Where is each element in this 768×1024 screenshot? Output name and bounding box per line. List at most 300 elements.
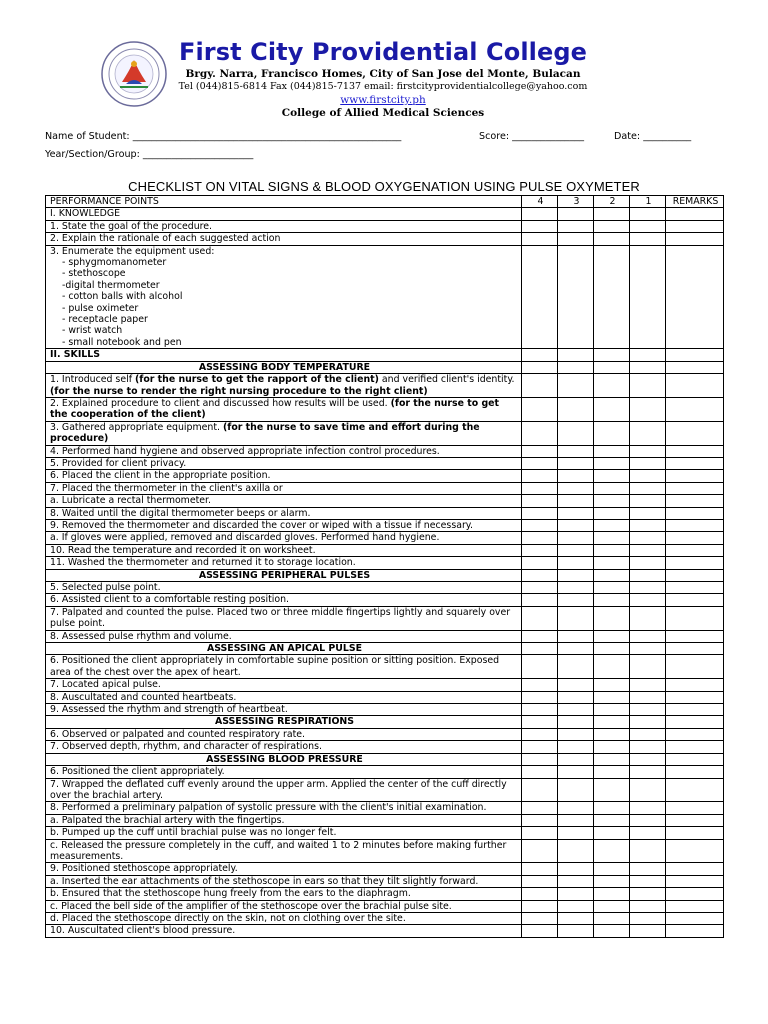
- table-row: [46, 655, 724, 679]
- column-header: 1: [630, 196, 666, 208]
- equipment-item: - stethoscope: [62, 268, 126, 280]
- score-cell[interactable]: [522, 912, 558, 924]
- score-cell[interactable]: [630, 716, 666, 728]
- score-cell[interactable]: [630, 643, 666, 655]
- score-cell[interactable]: [558, 421, 594, 445]
- score-cell[interactable]: [630, 457, 666, 469]
- score-cell[interactable]: [594, 900, 630, 912]
- score-cell[interactable]: [594, 741, 630, 753]
- remarks-cell[interactable]: [666, 233, 724, 245]
- score-cell[interactable]: [558, 704, 594, 716]
- checklist-item: 9. Positioned stethoscope appropriately.: [46, 863, 522, 875]
- score-cell[interactable]: [594, 766, 630, 778]
- score-cell[interactable]: [630, 728, 666, 740]
- remarks-cell[interactable]: [666, 630, 724, 642]
- table-row: [46, 445, 724, 457]
- score-cell[interactable]: [630, 691, 666, 703]
- score-cell[interactable]: [630, 233, 666, 245]
- score-cell[interactable]: [630, 888, 666, 900]
- score-cell[interactable]: [630, 245, 666, 349]
- checklist-item: 2. Explain the rationale of each suggested action: [46, 233, 522, 245]
- table-row: [46, 741, 724, 753]
- remarks-cell[interactable]: [666, 445, 724, 457]
- subsection-title: ASSESSING BODY TEMPERATURE: [46, 361, 522, 373]
- score-field[interactable]: Score: _______________: [479, 131, 585, 142]
- remarks-cell[interactable]: [666, 900, 724, 912]
- score-cell[interactable]: [594, 704, 630, 716]
- score-cell[interactable]: [594, 691, 630, 703]
- score-cell[interactable]: [594, 374, 630, 398]
- score-cell[interactable]: [522, 839, 558, 863]
- score-cell[interactable]: [558, 374, 594, 398]
- score-cell[interactable]: [558, 766, 594, 778]
- score-cell[interactable]: [522, 704, 558, 716]
- item-rationale: (for the nurse to get the cooperation of the client): [50, 397, 499, 421]
- score-cell[interactable]: [558, 630, 594, 642]
- column-header: 4: [522, 196, 558, 208]
- score-cell[interactable]: [594, 630, 630, 642]
- table-row: [46, 507, 724, 519]
- score-cell[interactable]: [522, 814, 558, 826]
- remarks-cell[interactable]: [666, 827, 724, 839]
- score-cell[interactable]: [594, 507, 630, 519]
- remarks-cell[interactable]: [666, 863, 724, 875]
- score-cell[interactable]: [558, 875, 594, 887]
- equipment-item: - receptacle paper: [62, 314, 148, 326]
- score-cell[interactable]: [630, 839, 666, 863]
- score-cell[interactable]: [558, 569, 594, 581]
- score-cell[interactable]: [630, 679, 666, 691]
- score-cell[interactable]: [630, 814, 666, 826]
- score-cell[interactable]: [594, 532, 630, 544]
- item-rationale: (for the nurse to render the right nursing procedure to the right client): [50, 385, 428, 397]
- score-cell[interactable]: [558, 532, 594, 544]
- table-row: [46, 482, 724, 494]
- score-cell[interactable]: [522, 421, 558, 445]
- score-cell[interactable]: [594, 349, 630, 361]
- table-row: [46, 594, 724, 606]
- table-row: [46, 544, 724, 556]
- remarks-cell[interactable]: [666, 753, 724, 765]
- score-cell[interactable]: [522, 507, 558, 519]
- checklist-subitem: a. Palpated the brachial artery with the fingertips.: [46, 814, 522, 826]
- section-title: I. KNOWLEDGE: [46, 208, 522, 220]
- score-cell[interactable]: [630, 361, 666, 373]
- score-cell[interactable]: [558, 220, 594, 232]
- score-cell[interactable]: [594, 875, 630, 887]
- checklist-item: [46, 245, 522, 349]
- score-cell[interactable]: [522, 569, 558, 581]
- score-cell[interactable]: [630, 482, 666, 494]
- score-cell[interactable]: [630, 766, 666, 778]
- score-cell[interactable]: [558, 557, 594, 569]
- score-cell[interactable]: [630, 495, 666, 507]
- score-cell[interactable]: [594, 863, 630, 875]
- score-cell[interactable]: [522, 495, 558, 507]
- equipment-item: - pulse oximeter: [62, 302, 139, 314]
- score-cell[interactable]: [522, 863, 558, 875]
- score-cell[interactable]: [630, 470, 666, 482]
- score-cell[interactable]: [630, 220, 666, 232]
- subsection-row: [46, 569, 724, 581]
- score-cell[interactable]: [594, 445, 630, 457]
- score-cell[interactable]: [522, 482, 558, 494]
- score-cell[interactable]: [630, 863, 666, 875]
- remarks-cell[interactable]: [666, 875, 724, 887]
- remarks-cell[interactable]: [666, 728, 724, 740]
- subsection-row: [46, 643, 724, 655]
- score-cell[interactable]: [630, 397, 666, 421]
- table-row: [46, 421, 724, 445]
- score-cell[interactable]: [594, 925, 630, 937]
- score-cell[interactable]: [558, 208, 594, 220]
- score-cell[interactable]: [594, 888, 630, 900]
- score-cell[interactable]: [594, 814, 630, 826]
- score-cell[interactable]: [594, 245, 630, 349]
- score-cell[interactable]: [522, 544, 558, 556]
- score-cell[interactable]: [594, 594, 630, 606]
- checklist-item: 4. Performed hand hygiene and observed appropriate infection control procedures.: [46, 445, 522, 457]
- remarks-cell[interactable]: [666, 802, 724, 814]
- remarks-cell[interactable]: [666, 349, 724, 361]
- checklist-item: 1. State the goal of the procedure.: [46, 220, 522, 232]
- score-cell[interactable]: [522, 741, 558, 753]
- remarks-cell[interactable]: [666, 679, 724, 691]
- score-cell[interactable]: [522, 655, 558, 679]
- remarks-cell[interactable]: [666, 594, 724, 606]
- checklist-item: 8. Waited until the digital thermometer beeps or alarm.: [46, 507, 522, 519]
- score-cell[interactable]: [630, 557, 666, 569]
- equipment-item: - small notebook and pen: [62, 336, 182, 348]
- table-row: [46, 532, 724, 544]
- checklist-subitem: b. Ensured that the stethoscope hung freely from the ears to the diaphragm.: [46, 888, 522, 900]
- score-cell[interactable]: [522, 519, 558, 531]
- remarks-cell[interactable]: [666, 245, 724, 349]
- remarks-cell[interactable]: [666, 544, 724, 556]
- remarks-cell[interactable]: [666, 569, 724, 581]
- remarks-cell[interactable]: [666, 397, 724, 421]
- score-cell[interactable]: [522, 925, 558, 937]
- remarks-cell[interactable]: [666, 606, 724, 630]
- score-cell[interactable]: [522, 220, 558, 232]
- score-cell[interactable]: [594, 728, 630, 740]
- score-cell[interactable]: [558, 445, 594, 457]
- table-row: [46, 470, 724, 482]
- score-cell[interactable]: [522, 374, 558, 398]
- score-cell[interactable]: [522, 900, 558, 912]
- table-row: [46, 374, 724, 398]
- score-cell[interactable]: [630, 753, 666, 765]
- score-cell[interactable]: [630, 827, 666, 839]
- checklist-item: 8. Assessed pulse rhythm and volume.: [46, 630, 522, 642]
- score-cell[interactable]: [522, 778, 558, 802]
- score-cell[interactable]: [558, 863, 594, 875]
- date-field[interactable]: Date: __________: [614, 131, 692, 142]
- score-cell[interactable]: [558, 741, 594, 753]
- remarks-cell[interactable]: [666, 582, 724, 594]
- remarks-cell[interactable]: [666, 457, 724, 469]
- subsection-title: ASSESSING AN APICAL PULSE: [46, 643, 522, 655]
- table-row: [46, 397, 724, 421]
- checklist-subitem: c. Placed the bell side of the amplifier of the stethoscope over the brachial pulse site.: [46, 900, 522, 912]
- score-cell[interactable]: [522, 349, 558, 361]
- score-cell[interactable]: [522, 245, 558, 349]
- score-cell[interactable]: [630, 875, 666, 887]
- score-cell[interactable]: [558, 778, 594, 802]
- remarks-cell[interactable]: [666, 220, 724, 232]
- item-rationale: (for the nurse to save time and effort during the procedure): [50, 421, 480, 445]
- score-cell[interactable]: [522, 728, 558, 740]
- score-cell[interactable]: [558, 482, 594, 494]
- score-cell[interactable]: [630, 208, 666, 220]
- score-cell[interactable]: [522, 827, 558, 839]
- score-cell[interactable]: [594, 470, 630, 482]
- table-row: [46, 778, 724, 802]
- remarks-cell[interactable]: [666, 839, 724, 863]
- remarks-cell[interactable]: [666, 532, 724, 544]
- score-cell[interactable]: [630, 421, 666, 445]
- score-cell[interactable]: [522, 691, 558, 703]
- remarks-cell[interactable]: [666, 519, 724, 531]
- score-cell[interactable]: [558, 457, 594, 469]
- checklist-item: 8. Auscultated and counted heartbeats.: [46, 691, 522, 703]
- score-cell[interactable]: [558, 827, 594, 839]
- score-cell[interactable]: [594, 482, 630, 494]
- remarks-cell[interactable]: [666, 766, 724, 778]
- remarks-cell[interactable]: [666, 495, 724, 507]
- score-cell[interactable]: [594, 457, 630, 469]
- score-cell[interactable]: [630, 778, 666, 802]
- score-cell[interactable]: [594, 569, 630, 581]
- remarks-cell[interactable]: [666, 374, 724, 398]
- table-row: [46, 802, 724, 814]
- score-cell[interactable]: [594, 544, 630, 556]
- score-cell[interactable]: [594, 397, 630, 421]
- remarks-cell[interactable]: [666, 557, 724, 569]
- score-cell[interactable]: [522, 208, 558, 220]
- score-cell[interactable]: [558, 495, 594, 507]
- score-cell[interactable]: [522, 457, 558, 469]
- score-cell[interactable]: [630, 802, 666, 814]
- score-cell[interactable]: [630, 374, 666, 398]
- score-cell[interactable]: [522, 582, 558, 594]
- score-cell[interactable]: [558, 655, 594, 679]
- score-cell[interactable]: [630, 569, 666, 581]
- college-address: Brgy. Narra, Francisco Homes, City of San Jose del Monte, Bulacan: [185, 68, 581, 80]
- score-cell[interactable]: [558, 606, 594, 630]
- score-cell[interactable]: [522, 532, 558, 544]
- college-website-link[interactable]: www.firstcity.ph: [340, 94, 426, 106]
- score-cell[interactable]: [630, 582, 666, 594]
- score-cell[interactable]: [630, 544, 666, 556]
- score-cell[interactable]: [630, 655, 666, 679]
- checklist-item: 7. Located apical pulse.: [46, 679, 522, 691]
- remarks-cell[interactable]: [666, 470, 724, 482]
- section-row: [46, 349, 724, 361]
- remarks-cell[interactable]: [666, 361, 724, 373]
- table-row: [46, 704, 724, 716]
- score-cell[interactable]: [558, 802, 594, 814]
- table-row: [46, 495, 724, 507]
- score-cell[interactable]: [522, 766, 558, 778]
- score-cell[interactable]: [594, 495, 630, 507]
- score-cell[interactable]: [558, 691, 594, 703]
- score-cell[interactable]: [558, 349, 594, 361]
- score-cell[interactable]: [630, 507, 666, 519]
- score-cell[interactable]: [630, 349, 666, 361]
- score-cell[interactable]: [630, 594, 666, 606]
- score-cell[interactable]: [594, 912, 630, 924]
- checklist-subitem: b. Pumped up the cuff until brachial pulse was no longer felt.: [46, 827, 522, 839]
- subsection-title: ASSESSING RESPIRATIONS: [46, 716, 522, 728]
- score-cell[interactable]: [594, 839, 630, 863]
- score-cell[interactable]: [594, 361, 630, 373]
- table-row: [46, 245, 724, 349]
- table-row: [46, 220, 724, 232]
- table-row: [46, 233, 724, 245]
- score-cell[interactable]: [594, 802, 630, 814]
- column-header: 3: [558, 196, 594, 208]
- remarks-cell[interactable]: [666, 208, 724, 220]
- remarks-cell[interactable]: [666, 482, 724, 494]
- score-cell[interactable]: [558, 507, 594, 519]
- score-cell[interactable]: [522, 753, 558, 765]
- score-cell[interactable]: [522, 716, 558, 728]
- remarks-cell[interactable]: [666, 888, 724, 900]
- score-cell[interactable]: [594, 582, 630, 594]
- checklist-item: 11. Washed the thermometer and returned it to storage location.: [46, 557, 522, 569]
- score-cell[interactable]: [630, 925, 666, 937]
- checklist-item: 6. Positioned the client appropriately.: [46, 766, 522, 778]
- score-cell[interactable]: [558, 912, 594, 924]
- remarks-cell[interactable]: [666, 421, 724, 445]
- college-name: First City Providential College: [178, 38, 588, 66]
- score-cell[interactable]: [558, 361, 594, 373]
- score-cell[interactable]: [558, 900, 594, 912]
- checklist-subitem: c. Released the pressure completely in the cuff, and waited 1 to 2 minutes before making further measurements.: [46, 839, 522, 863]
- letterhead: [0, 0, 768, 125]
- score-cell[interactable]: [558, 233, 594, 245]
- score-cell[interactable]: [594, 220, 630, 232]
- student-name-field[interactable]: Name of Student: ________________________________________________________: [45, 131, 402, 142]
- score-cell[interactable]: [558, 814, 594, 826]
- score-cell[interactable]: [630, 704, 666, 716]
- score-cell[interactable]: [558, 245, 594, 349]
- score-cell[interactable]: [558, 397, 594, 421]
- score-cell[interactable]: [558, 839, 594, 863]
- checklist-item: 6. Observed or palpated and counted respiratory rate.: [46, 728, 522, 740]
- score-cell[interactable]: [594, 208, 630, 220]
- score-cell[interactable]: [522, 888, 558, 900]
- score-cell[interactable]: [630, 900, 666, 912]
- score-cell[interactable]: [522, 802, 558, 814]
- score-cell[interactable]: [594, 753, 630, 765]
- remarks-cell[interactable]: [666, 507, 724, 519]
- score-cell[interactable]: [594, 655, 630, 679]
- table-row: [46, 606, 724, 630]
- subsection-title: ASSESSING PERIPHERAL PULSES: [46, 569, 522, 581]
- equipment-item: -digital thermometer: [62, 279, 160, 291]
- score-cell[interactable]: [594, 557, 630, 569]
- score-cell[interactable]: [558, 753, 594, 765]
- score-cell[interactable]: [558, 888, 594, 900]
- remarks-cell[interactable]: [666, 691, 724, 703]
- score-cell[interactable]: [594, 716, 630, 728]
- score-cell[interactable]: [630, 519, 666, 531]
- score-cell[interactable]: [558, 594, 594, 606]
- score-cell[interactable]: [558, 716, 594, 728]
- score-cell[interactable]: [558, 470, 594, 482]
- score-cell[interactable]: [630, 630, 666, 642]
- item-text: 1. Introduced self: [50, 374, 135, 386]
- score-cell[interactable]: [594, 827, 630, 839]
- remarks-cell[interactable]: [666, 778, 724, 802]
- score-cell[interactable]: [522, 630, 558, 642]
- checklist-item: 8. Performed a preliminary palpation of systolic pressure with the client's initial examination.: [46, 802, 522, 814]
- score-cell[interactable]: [594, 778, 630, 802]
- score-cell[interactable]: [558, 544, 594, 556]
- score-cell[interactable]: [522, 643, 558, 655]
- item-rationale: (for the nurse to get the rapport of the client): [134, 374, 379, 386]
- remarks-cell[interactable]: [666, 704, 724, 716]
- score-cell[interactable]: [594, 519, 630, 531]
- checklist-item: 6. Placed the client in the appropriate position.: [46, 470, 522, 482]
- score-cell[interactable]: [558, 519, 594, 531]
- remarks-cell[interactable]: [666, 716, 724, 728]
- score-cell[interactable]: [630, 532, 666, 544]
- table-row: [46, 630, 724, 642]
- score-cell[interactable]: [522, 445, 558, 457]
- score-cell[interactable]: [522, 470, 558, 482]
- score-cell[interactable]: [594, 643, 630, 655]
- remarks-cell[interactable]: [666, 741, 724, 753]
- score-cell[interactable]: [630, 741, 666, 753]
- score-cell[interactable]: [630, 912, 666, 924]
- item-text: and verified client's identity.: [378, 374, 515, 386]
- score-cell[interactable]: [558, 679, 594, 691]
- score-cell[interactable]: [522, 233, 558, 245]
- score-cell[interactable]: [522, 875, 558, 887]
- checklist-item: 6. Assisted client to a comfortable resting position.: [46, 594, 522, 606]
- score-cell[interactable]: [522, 679, 558, 691]
- remarks-cell[interactable]: [666, 655, 724, 679]
- column-header: 2: [594, 196, 630, 208]
- score-cell[interactable]: [522, 397, 558, 421]
- score-cell[interactable]: [522, 594, 558, 606]
- score-cell[interactable]: [558, 643, 594, 655]
- remarks-cell[interactable]: [666, 925, 724, 937]
- score-cell[interactable]: [594, 233, 630, 245]
- remarks-cell[interactable]: [666, 643, 724, 655]
- checklist-subitem: a. Inserted the ear attachments of the stethoscope in ears so that they tilt slightly forward.: [46, 875, 522, 887]
- remarks-cell[interactable]: [666, 912, 724, 924]
- year-section-group-field[interactable]: Year/Section/Group: _______________________: [45, 149, 254, 160]
- score-cell[interactable]: [594, 606, 630, 630]
- score-cell[interactable]: [630, 606, 666, 630]
- table-row: [46, 519, 724, 531]
- score-cell[interactable]: [594, 421, 630, 445]
- remarks-cell[interactable]: [666, 814, 724, 826]
- checklist-item: 10. Read the temperature and recorded it on worksheet.: [46, 544, 522, 556]
- score-cell[interactable]: [558, 728, 594, 740]
- score-cell[interactable]: [594, 679, 630, 691]
- score-cell[interactable]: [522, 606, 558, 630]
- score-cell[interactable]: [558, 925, 594, 937]
- score-cell[interactable]: [522, 361, 558, 373]
- score-cell[interactable]: [630, 445, 666, 457]
- score-cell[interactable]: [558, 582, 594, 594]
- score-cell[interactable]: [522, 557, 558, 569]
